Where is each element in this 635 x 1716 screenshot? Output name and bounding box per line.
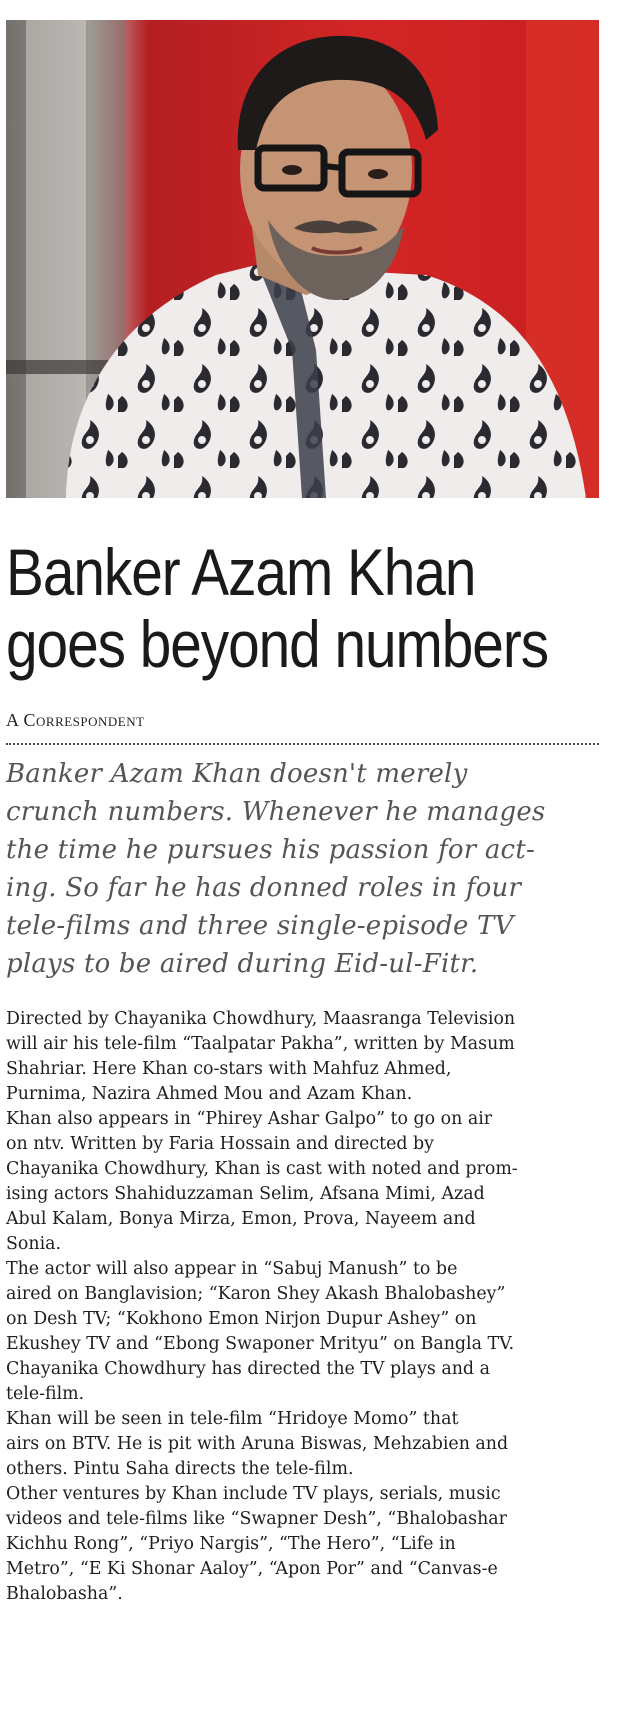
article — [6, 20, 599, 1607]
body-paragraph: Directed by Chayanika Chowdhury, Maasranga Television will air his tele-film “Taalpatar Pakha”, written by Masum Shahriar. Here Khan co-stars with Mahfuz Ahmed, Purnima, Nazira Ahmed Mou and Azam Khan. — [6, 1009, 516, 1104]
article-body — [6, 1007, 599, 1607]
portrait-illustration — [6, 20, 599, 498]
body-paragraph: Other ventures by Khan include TV plays, serials, music videos and tele-films like “Swapner Desh”, “Bhalobashar Kichhu Rong”, “Priyo Nargis”, “The Hero”, “Life in Metro”, “E Ki Shonar Aaloy”, “Apon Por” and “Canvas-e Bhalobasha”. — [6, 1484, 507, 1604]
body-paragraph: The actor will also appear in “Sabuj Manush” to be aired on Banglavision; “Karon Shey Akash Bhalobashey” on Desh TV; “Kokhono Emon Nirjon Dupur Ashey” on Ekushey TV and “Ebong Swaponer Mrityu” on Bangla TV. Chayanika Chowdhury has directed the TV plays and a tele-film. — [6, 1259, 515, 1404]
headline: Banker Azam Khan goes beyond numbers — [6, 535, 549, 681]
dotted-divider — [6, 743, 599, 745]
article-photo — [6, 20, 599, 498]
standfirst: Banker Azam Khan doesn't merely crunch numbers. Whenever he manages the time he pursues his passion for act- ing. So far he has donned roles in four tele-films and three single-episode TV plays to be aired during Eid-ul-Fitr. — [6, 759, 546, 979]
body-paragraph: Khan will be seen in tele-film “Hridoye Momo” that airs on BTV. He is pit with Aruna Biswas, Mehzabien and others. Pintu Saha directs the tele-film. — [6, 1409, 509, 1479]
byline: A Correspondent — [6, 710, 145, 730]
body-paragraph: Khan also appears in “Phirey Ashar Galpo” to go on air on ntv. Written by Faria Hossain and directed by Chayanika Chowdhury, Khan is cast with noted and prom- ising actors Shahiduzzaman Selim, Afsana Mimi, Azad Abul Kalam, Bonya Mirza, Emon, Prova, Nayeem and Sonia. — [6, 1109, 518, 1254]
